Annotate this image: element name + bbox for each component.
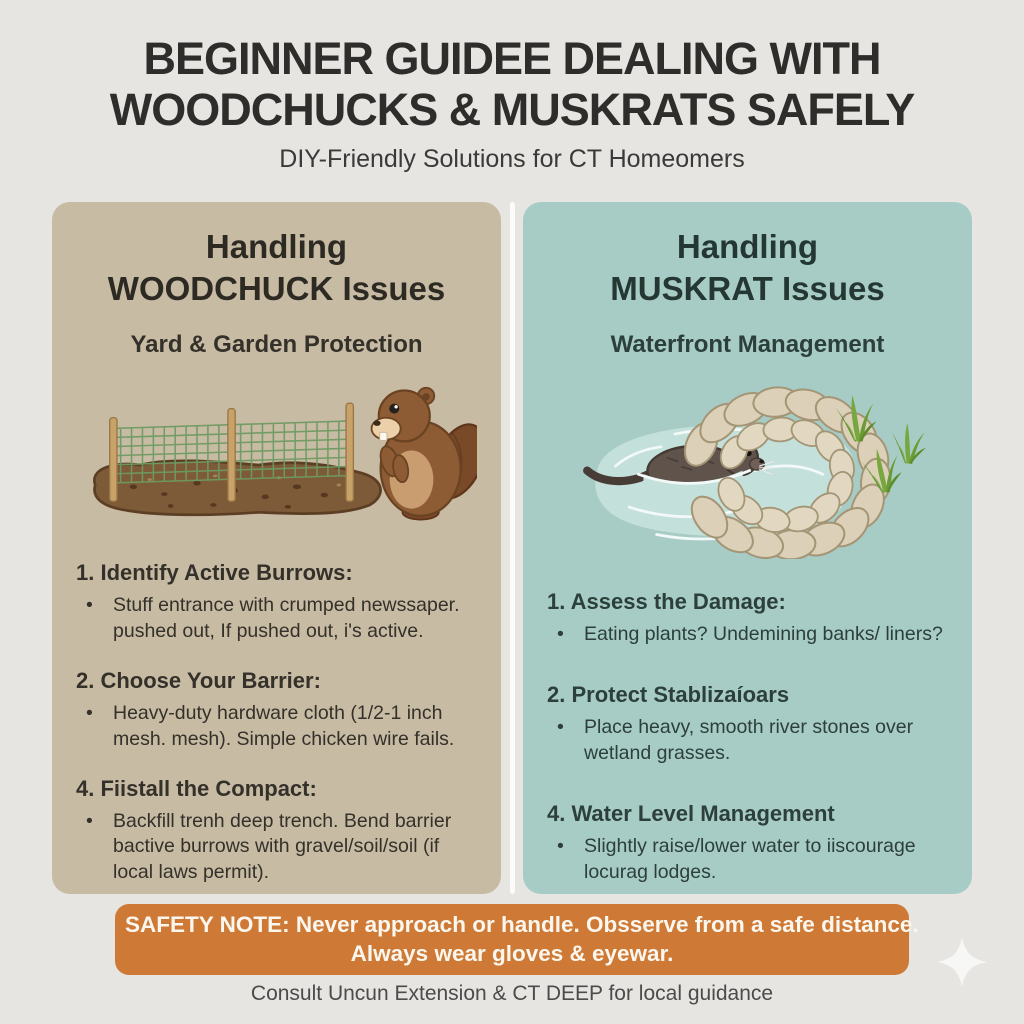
list-item	[547, 589, 948, 648]
list-item-bullet	[547, 622, 948, 648]
muskrat-panel-subtitle: Waterfront Management	[610, 330, 885, 358]
list-item-heading: 4. Water Level Management	[547, 800, 835, 826]
bullet-dot: •	[557, 622, 564, 645]
muskrat-panel-title-line-1: Handling	[676, 228, 819, 265]
comparison-panels	[52, 202, 972, 894]
bullet-text: Heavy-duty hardware cloth (1/2-1 inch mesh. mesh). Simple chicken wire fails.	[113, 701, 455, 750]
list-item	[547, 801, 948, 886]
bullet-dot: •	[557, 715, 564, 738]
muskrat-panel-title	[547, 226, 948, 310]
safety-note-line-2	[125, 939, 899, 968]
bullet-text: Backfill trenh deep trench. Bend barrier bactive burrows with gravel/soil/soil (if local laws permit).	[113, 809, 452, 884]
woodchuck-panel-subtitle: Yard & Garden Protection	[130, 330, 423, 358]
footer-note: Consult Uncun Extension & CT DEEP for local guidance	[250, 982, 774, 1005]
list-item	[76, 776, 477, 887]
bullet-dot: •	[86, 593, 93, 616]
bullet-dot: •	[557, 834, 564, 857]
safety-note-text-2: Always wear gloves & eyewar.	[350, 941, 674, 967]
page-subtitle: DIY-Friendly Solutions for CT Homeomers	[279, 144, 745, 173]
list-item-bullet	[76, 701, 477, 753]
safety-note-banner	[115, 904, 919, 975]
bullet-text: Stuff entrance with crumped newssaper. pushed out, If pushed out, i's active.	[113, 593, 460, 642]
woodchuck-panel	[52, 202, 501, 894]
panel-divider	[501, 202, 523, 894]
list-item-heading: 1. Identify Active Burrows:	[76, 559, 353, 585]
bullet-dot: •	[86, 701, 93, 724]
muskrat-panel	[523, 202, 972, 894]
safety-note-label: SAFETY NOTE:	[125, 912, 290, 937]
muskrat-panel-title-line-2: MUSKRAT Issues	[610, 269, 885, 307]
list-item-bullet	[547, 834, 948, 886]
page-title-line-2: WOODCHUCKS & MUSKRATS SAFELY	[109, 83, 915, 135]
list-item	[547, 682, 948, 767]
woodchuck-panel-title	[76, 226, 477, 310]
woodchuck-figure	[371, 388, 476, 520]
bullet-text: Eating plants? Undemining banks/ liners?	[584, 622, 943, 645]
bullet-dot: •	[86, 809, 93, 832]
safety-note-text-1: Never approach or handle. Obsserve from a safe distance.	[295, 912, 919, 937]
woodchuck-panel-title-line-2: WOODCHUCK Issues	[107, 269, 446, 307]
sparkle-icon	[936, 936, 988, 988]
muskrat-pond-illustration	[547, 373, 967, 559]
bullet-text: Slightly raise/lower water to iiscourage locurag lodges.	[584, 834, 916, 883]
list-item-heading: 2. Protect Stablizaíoars	[547, 681, 790, 707]
list-item	[76, 668, 477, 753]
list-item-heading: 4. Fiistall the Compact:	[76, 775, 317, 801]
safety-note-line-1	[125, 910, 919, 939]
bullet-text: Place heavy, smooth river stones over wetland grasses.	[584, 715, 914, 764]
list-item-bullet	[76, 809, 477, 887]
list-item	[76, 560, 477, 645]
page-header	[0, 34, 1024, 174]
list-item-heading: 1. Assess the Damage:	[547, 588, 786, 614]
panel-divider-line	[510, 202, 515, 894]
woodchuck-fence-illustration	[77, 373, 477, 537]
list-item-heading: 2. Choose Your Barrier:	[76, 667, 321, 693]
list-item-bullet	[547, 715, 948, 767]
list-item-bullet	[76, 593, 477, 645]
page-title-line-1: BEGINNER GUIDEE DEALING WITH	[143, 33, 881, 84]
woodchuck-panel-title-line-1: Handling	[205, 228, 348, 265]
